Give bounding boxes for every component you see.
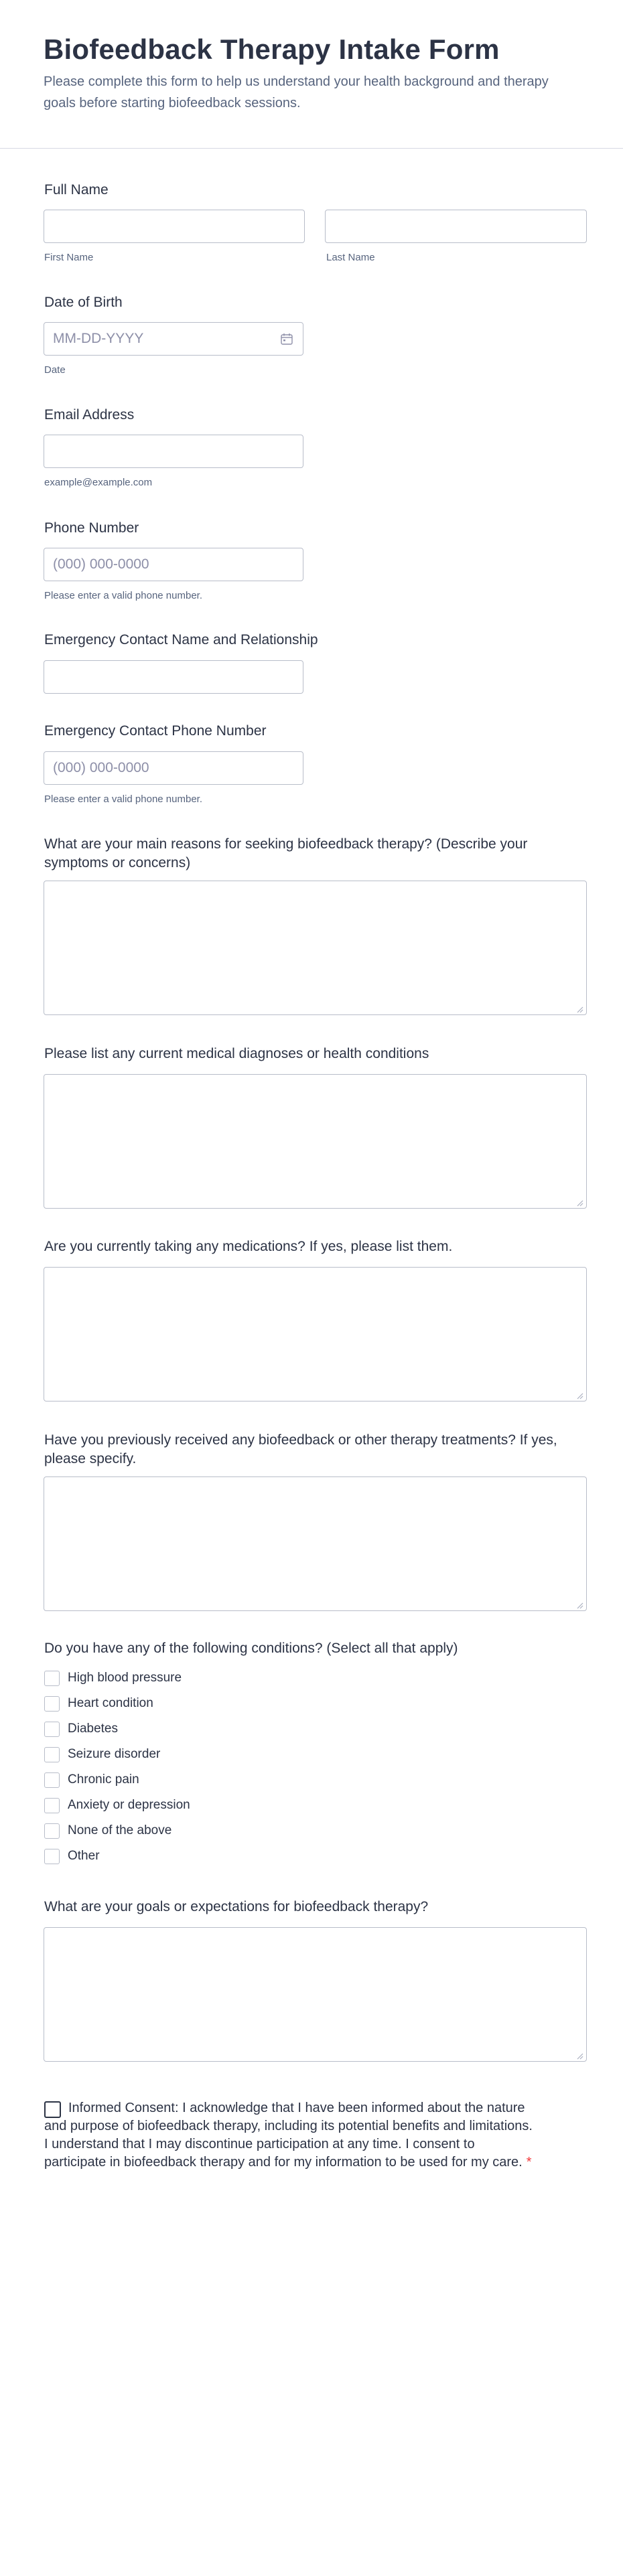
- resize-grip-icon[interactable]: [575, 1198, 584, 1207]
- checkbox[interactable]: [44, 1849, 60, 1864]
- goals-label: What are your goals or expectations for biofeedback therapy?: [44, 1899, 429, 1914]
- emergency-phone-sublabel: Please enter a valid phone number.: [44, 793, 202, 805]
- required-mark: *: [526, 2155, 532, 2170]
- condition-option-label: Seizure disorder: [68, 1747, 161, 1761]
- condition-option-label: High blood pressure: [68, 1671, 182, 1685]
- phone-label: Phone Number: [44, 520, 139, 536]
- checkbox[interactable]: [44, 1798, 60, 1813]
- email-label: Email Address: [44, 407, 135, 423]
- reasons-label: What are your main reasons for seeking biofeedback therapy? (Describe your symptoms or concerns): [44, 836, 528, 870]
- medications-textarea[interactable]: [44, 1267, 587, 1401]
- condition-option-label: None of the above: [68, 1823, 172, 1837]
- last-name-input[interactable]: [325, 210, 587, 243]
- goals-textarea[interactable]: [44, 1927, 587, 2062]
- condition-option-label: Diabetes: [68, 1722, 118, 1736]
- emergency-phone-label: Emergency Contact Phone Number: [44, 723, 267, 739]
- medications-label: Are you currently taking any medications? If yes, please list them.: [44, 1239, 453, 1254]
- consent-checkbox[interactable]: [44, 2101, 61, 2118]
- previous-treatment-label: Have you previously received any biofeedback or other therapy treatments? If yes, please specify.: [44, 1432, 557, 1466]
- consent-label: Informed Consent: I acknowledge that I have been informed about the nature and purpose of biofeedback therapy, including its potential benefits and limitations. I understand that I may discontinue participation at any time. I consent to participate in biofeedback therapy and for my information to be used for my care.: [44, 2101, 533, 2170]
- email-sublabel: example@example.com: [44, 477, 153, 488]
- condition-option-label: Other: [68, 1849, 100, 1863]
- emergency-name-label: Emergency Contact Name and Relationship: [44, 632, 318, 648]
- condition-option-label: Anxiety or depression: [68, 1798, 190, 1812]
- checkbox[interactable]: [44, 1671, 60, 1686]
- email-input[interactable]: [44, 435, 303, 468]
- resize-grip-icon[interactable]: [575, 1004, 584, 1014]
- resize-grip-icon[interactable]: [575, 2051, 584, 2060]
- full-name-label: Full Name: [44, 182, 109, 198]
- reasons-textarea[interactable]: [44, 881, 587, 1015]
- dob-label: Date of Birth: [44, 295, 123, 310]
- conditions-label: Do you have any of the following conditions? (Select all that apply): [44, 1641, 458, 1656]
- form-title: Biofeedback Therapy Intake Form: [44, 33, 500, 65]
- phone-sublabel: Please enter a valid phone number.: [44, 590, 202, 601]
- emergency-phone-input[interactable]: [44, 751, 303, 785]
- first-name-input[interactable]: [44, 210, 305, 243]
- condition-option-label: Chronic pain: [68, 1772, 139, 1787]
- last-name-sublabel: Last Name: [326, 252, 375, 263]
- first-name-sublabel: First Name: [44, 252, 94, 263]
- checkbox[interactable]: [44, 1722, 60, 1737]
- emergency-name-input[interactable]: [44, 660, 303, 694]
- form-header: [0, 0, 623, 149]
- previous-treatment-textarea[interactable]: [44, 1476, 587, 1611]
- checkbox[interactable]: [44, 1823, 60, 1839]
- dob-sublabel: Date: [44, 364, 66, 376]
- condition-option-label: Heart condition: [68, 1696, 153, 1710]
- calendar-icon[interactable]: [280, 332, 293, 346]
- form-subtitle: Please complete this form to help us understand your health background and therapy goals before starting biofeedback sessions.: [44, 74, 549, 110]
- resize-grip-icon[interactable]: [575, 1391, 584, 1400]
- checkbox[interactable]: [44, 1772, 60, 1788]
- consent-text: [44, 2099, 540, 2172]
- phone-input[interactable]: [44, 548, 303, 581]
- dob-input[interactable]: [44, 322, 303, 356]
- checkbox[interactable]: [44, 1696, 60, 1712]
- diagnoses-textarea[interactable]: [44, 1074, 587, 1209]
- resize-grip-icon[interactable]: [575, 1600, 584, 1610]
- diagnoses-label: Please list any current medical diagnoses or health conditions: [44, 1046, 429, 1061]
- checkbox[interactable]: [44, 1747, 60, 1762]
